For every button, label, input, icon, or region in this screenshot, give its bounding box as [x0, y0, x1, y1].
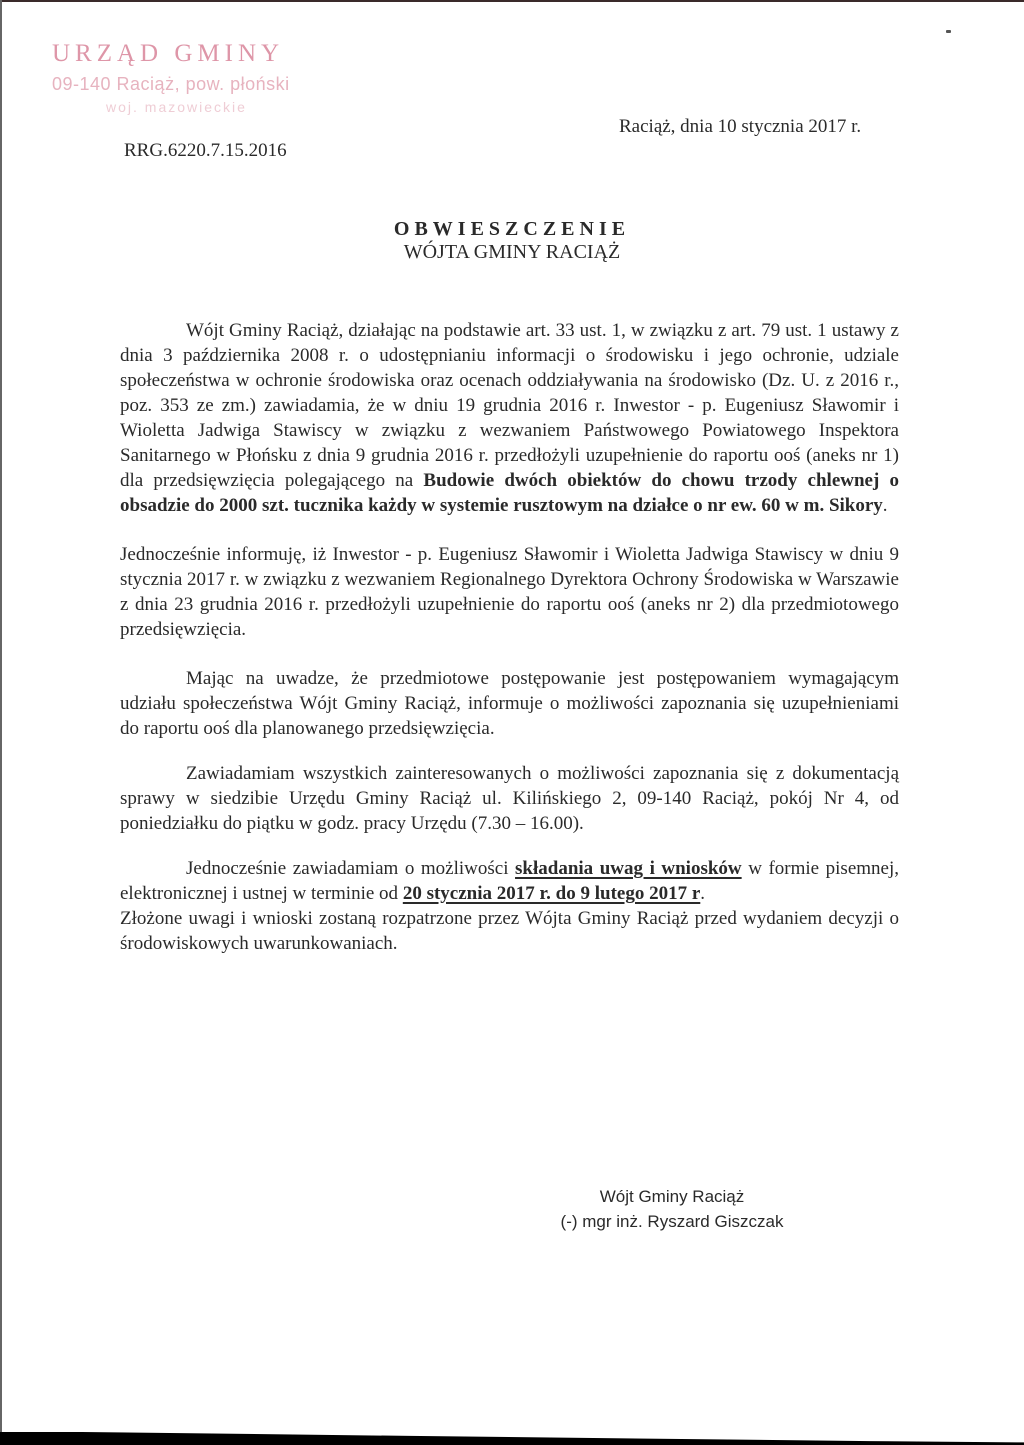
- signature-name: (-) mgr inż. Ryszard Giszczak: [560, 1212, 784, 1231]
- comments-highlight: składania uwag i wniosków: [515, 858, 742, 879]
- document-title: [0, 218, 1024, 264]
- stamp-office-name: URZĄD GMINY: [52, 40, 285, 67]
- project-description: Budowie dwóch obiektów do chowu trzody chlewnej o obsadzie do 2000 szt. tucznika każdy w systemie rusztowym na działce o nr ew. 60 w m. Sikory: [120, 470, 899, 516]
- paragraph-text: Wójt Gminy Raciąż, działając na podstawie art. 33 ust. 1, w związku z art. 79 ust. 1 ustawy z dnia 3 października 2008 r. o udostępnianiu informacji o środowisku i jego ochronie, udziale społeczeństwa w ochronie środowiska oraz ocenach oddziaływania na środowisko (Dz. U. z 2016 r., poz. 353 ze zm.) zawiadamia, że w dniu 19 grudnia 2016 r. Inwestor - p. Eugeniusz Sławomir i Wioletta Jadwiga Stawiscy w związku z wezwaniem Państwowego Powiatowego Inspektora Sanitarnego w Płońsku z dnia 9 grudnia 2016 r. przedłożyli uzupełnienie do raportu ooś (aneks nr 1) dla przedsięwzięcia polegającego na: [120, 320, 899, 491]
- scan-speck: [946, 30, 951, 33]
- paragraph-review: Złożone uwagi i wnioski zostaną rozpatrzone przez Wójta Gminy Raciąż przed wydaniem decyzji o środowiskowych uwarunkowaniach.: [120, 908, 899, 954]
- paragraph-documentation-access: Zawiadamiam wszystkich zainteresowanych o możliwości zapoznania się z dokumentacją sprawy w siedzibie Urzędu Gminy Raciąż ul. Kilińskiego 2, 09-140 Raciąż, pokój Nr 4, od poniedziałku do piątku w godz. pracy Urzędu (7.30 – 16.00).: [120, 763, 899, 834]
- reference-number: RRG.6220.7.15.2016: [124, 140, 287, 161]
- paragraph-text: Jednocześnie zawiadamiam o możliwości: [186, 858, 516, 879]
- stamp-address: 09-140 Raciąż, pow. płoński: [52, 74, 290, 94]
- title-sub: WÓJTA GMINY RACIĄŻ: [403, 241, 621, 263]
- paragraph-annex-2: Jednocześnie informuję, iż Inwestor - p. Eugeniusz Sławomir i Wioletta Jadwiga Stawiscy w dniu 9 stycznia 2017 r. w związku z wezwaniem Regionalnego Dyrektora Ochrony Środowiska w Warszawie z dnia 23 grudnia 2016 r. przedłożyli uzupełnienie do raportu ooś (aneks nr 2) dla przedmiotowego przedsięwzięcia.: [120, 544, 899, 640]
- paragraph-text: w formie pisemnej, elektronicznej i ustnej w terminie od: [120, 858, 899, 904]
- scan-edge-top: [0, 0, 1024, 2]
- document-body: [120, 318, 899, 956]
- paragraph-notice: [120, 318, 899, 518]
- signature-block: [530, 1184, 814, 1234]
- place-date: Raciąż, dnia 10 stycznia 2017 r.: [619, 116, 862, 137]
- signature-title: Wójt Gminy Raciąż: [599, 1187, 745, 1206]
- scan-edge-left: [0, 0, 2, 1445]
- paragraph-comments-deadline: [120, 856, 899, 906]
- paragraph-public-participation: Mając na uwadze, że przedmiotowe postępowanie jest postępowaniem wymagającym udziału społeczeństwa Wójt Gminy Raciąż, informuje o możliwości zapoznania się uzupełnieniami do raportu ooś dla planowanego przedsięwzięcia.: [120, 668, 899, 739]
- title-main: OBWIESZCZENIE: [393, 218, 631, 240]
- stamp-voivodeship: woj. mazowieckie: [106, 99, 247, 115]
- office-stamp: [52, 40, 290, 115]
- scan-edge-bottom: [0, 1432, 1024, 1445]
- paragraph-end: .: [882, 495, 888, 516]
- paragraph-end: .: [700, 883, 706, 904]
- deadline-highlight: 20 stycznia 2017 r. do 9 lutego 2017 r: [402, 883, 701, 904]
